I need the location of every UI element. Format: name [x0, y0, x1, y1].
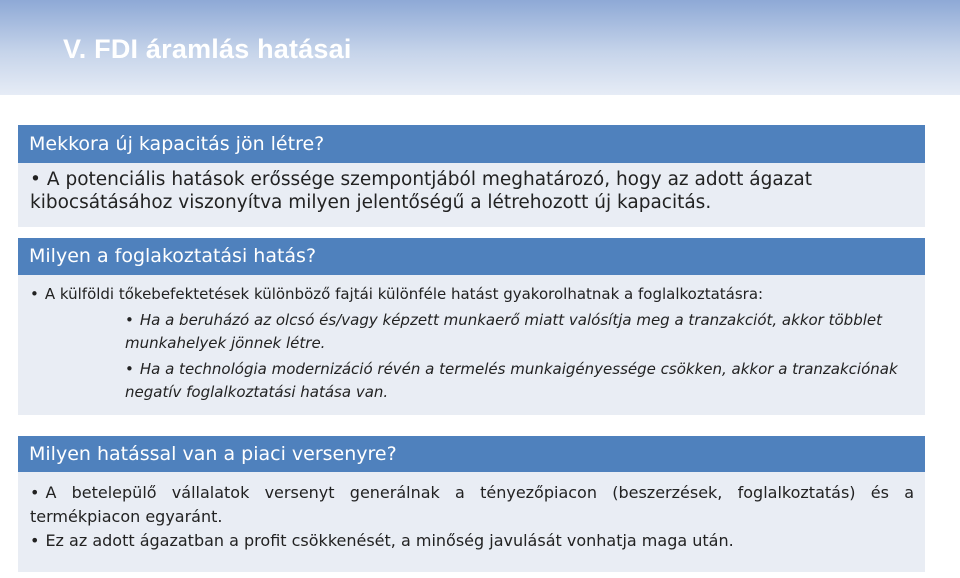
section-body	[18, 275, 925, 415]
bullet-icon: •	[30, 483, 40, 502]
list-item	[30, 481, 914, 529]
bullet-text: A külföldi tőkebefektetések különböző fajtái különféle hatást gyakorolhatnak a foglalkoztatásra:	[44, 285, 764, 303]
bullet-icon: •	[125, 311, 134, 329]
bullet-text: A potenciális hatások erőssége szempontjából meghatározó, hogy az adott ágazat kibocsátásához viszonyítva milyen jelentőségű a létrehozott új kapacitás.	[30, 169, 813, 213]
bullet-icon: •	[30, 531, 40, 550]
list-item	[30, 283, 914, 305]
bullet-text: Ez az adott ágazatban a profit csökkenését, a minőség javulását vonhatja maga után.	[45, 531, 734, 550]
section-heading: Mekkora új kapacitás jön létre?	[18, 125, 925, 163]
sub-bullet-text: Ha a technológia modernizáció révén a termelés munkaigényessége csökken, akkor a tranzakciónak negatív foglalkoztatási hatása van.	[125, 360, 898, 401]
title-bar	[0, 0, 960, 95]
list-item	[30, 168, 914, 214]
bullet-icon: •	[30, 285, 39, 303]
sub-list-item	[30, 309, 914, 354]
bullet-icon: •	[30, 169, 41, 190]
sub-bullet-text: Ha a beruházó az olcsó és/vagy képzett munkaerő miatt valósítja meg a tranzakciót, akkor többlet munkahelyek jönnek létre.	[125, 311, 882, 352]
section-body	[18, 163, 925, 227]
section-capacity	[18, 125, 925, 227]
list-item	[30, 529, 914, 553]
section-employment	[18, 238, 925, 415]
section-body	[18, 472, 925, 572]
sub-list-item	[30, 358, 914, 403]
section-heading: Milyen hatással van a piaci versenyre?	[18, 436, 925, 472]
bullet-icon: •	[125, 360, 134, 378]
bullet-text: A betelepülő vállalatok versenyt generálnak a tényezőpiacon (beszerzések, foglalkoztatás) és a termékpiacon egyaránt.	[30, 483, 914, 526]
section-competition	[18, 436, 925, 572]
slide-title: V. FDI áramlás hatásai	[63, 34, 352, 64]
section-heading: Milyen a foglakoztatási hatás?	[18, 238, 925, 275]
